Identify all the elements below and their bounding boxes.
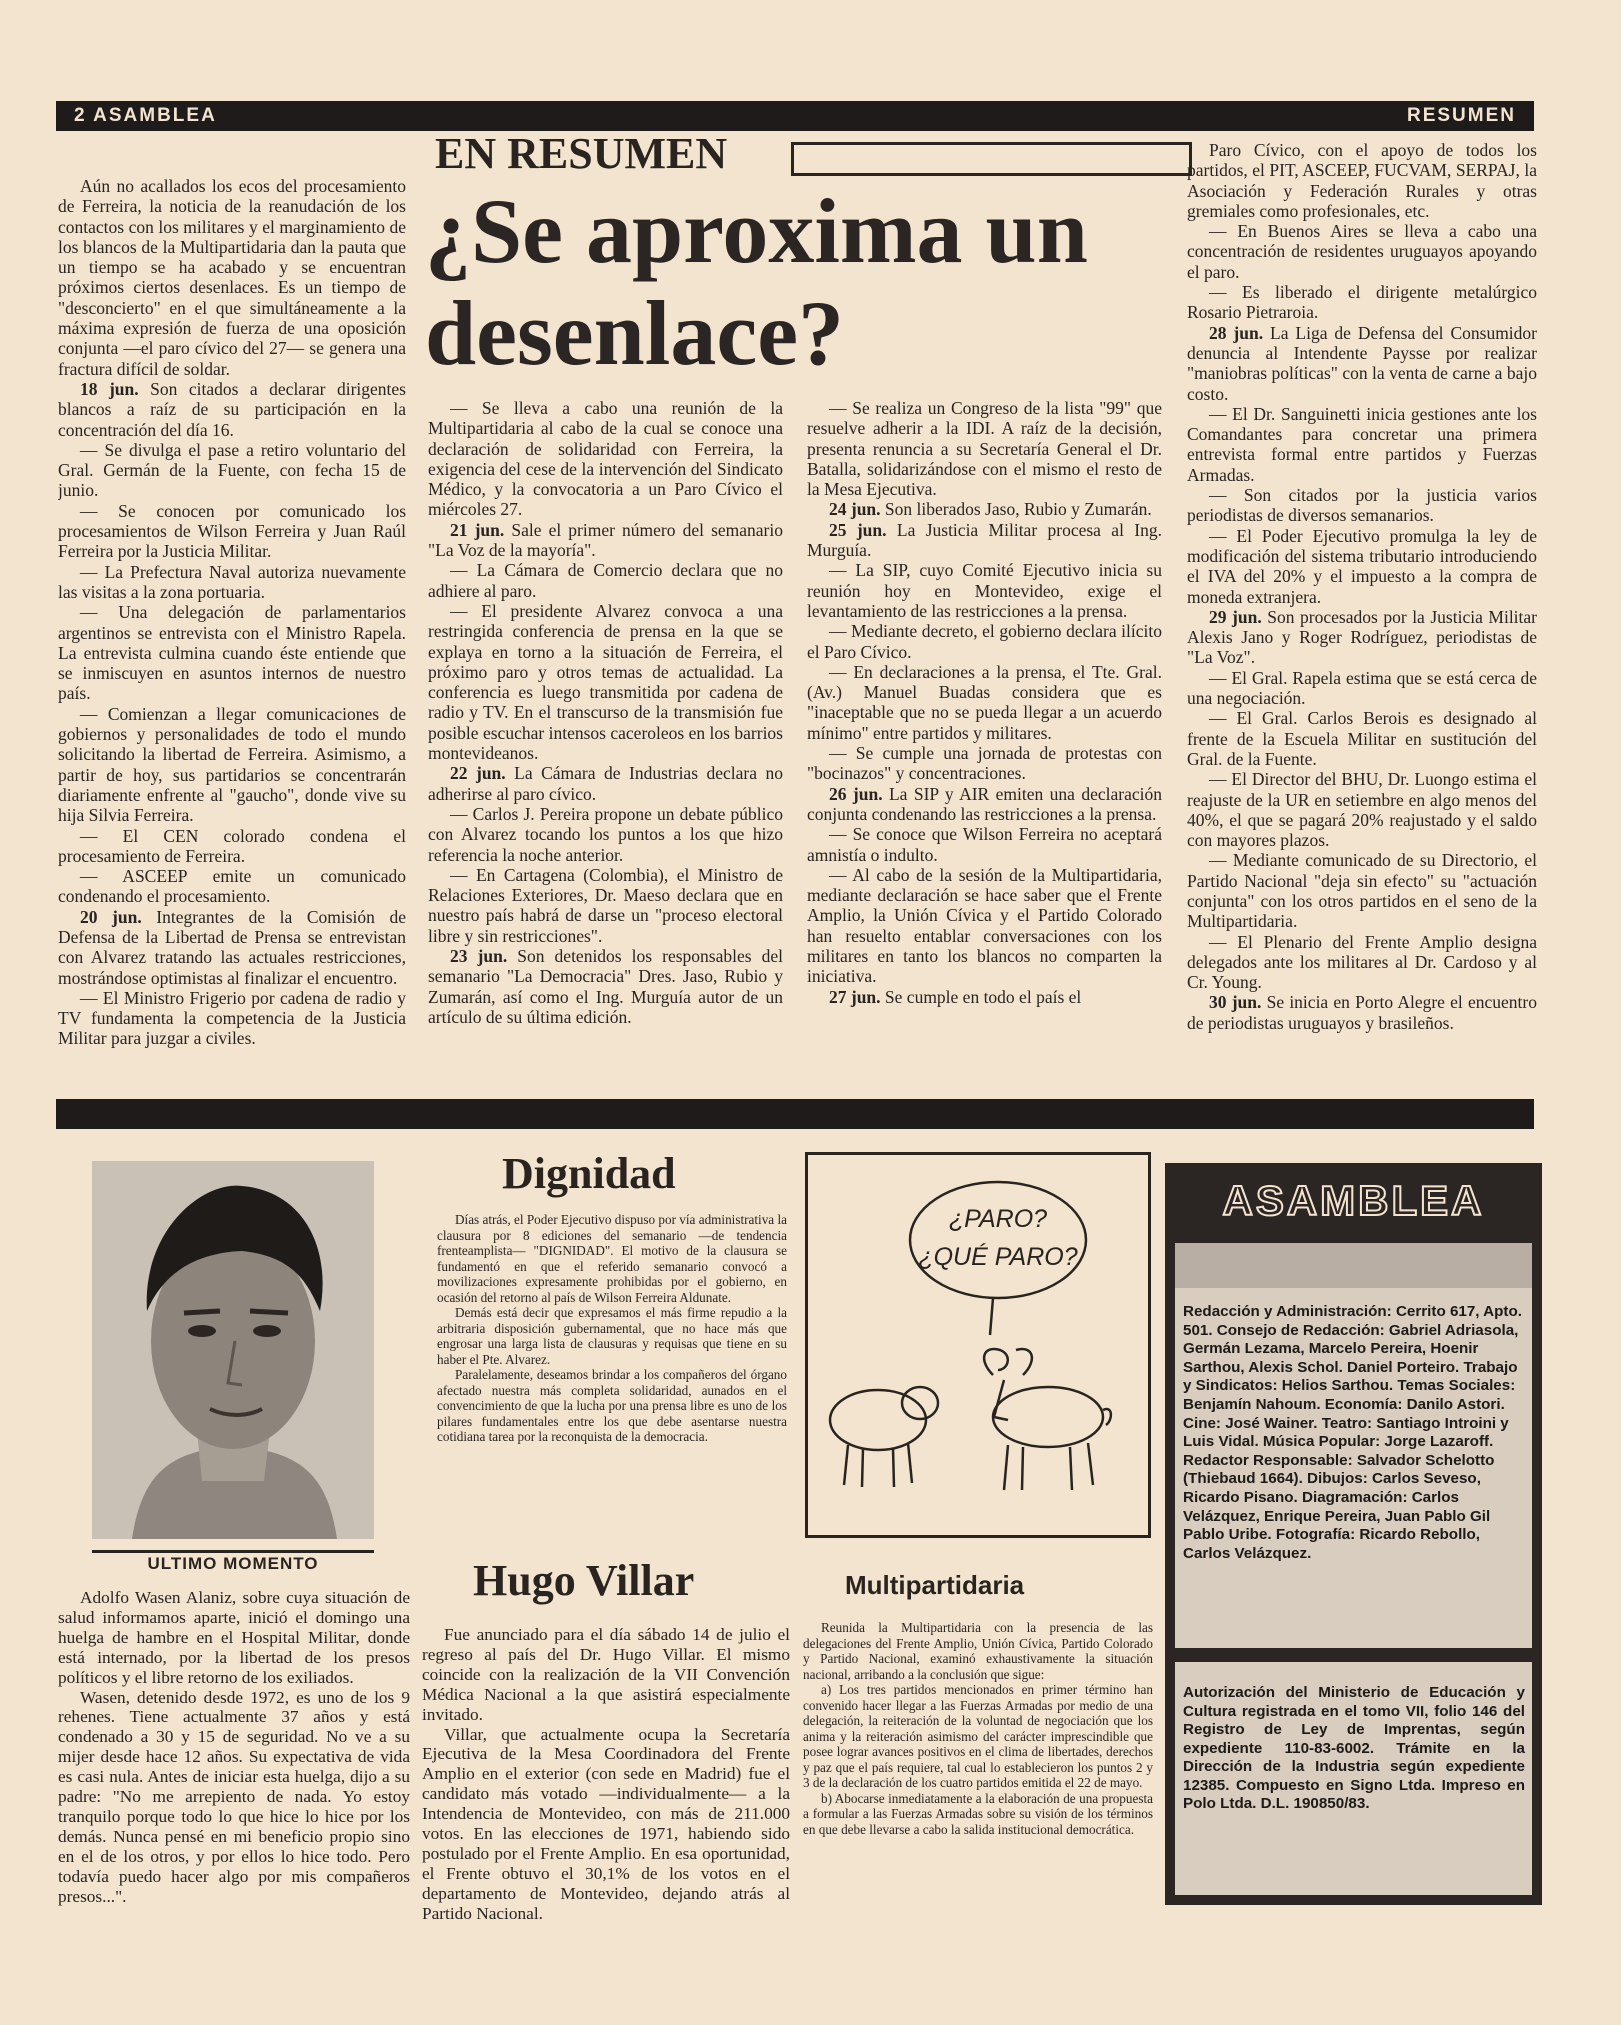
paragraph: — El Plenario del Frente Amplio designa delegados ante los militares al Dr. Cardoso y al Cr. Young. — [1187, 931, 1537, 993]
credits-inner — [1175, 1243, 1532, 1895]
paragraph: 18 jun. Son citados a declarar dirigentes blancos a raíz de su participación en la concentración del día 16. — [58, 378, 406, 440]
villar-text — [422, 1625, 790, 1955]
paragraph: 23 jun. Son detenidos los responsables del semanario "La Democracia" Dres. Jaso, Rubio y Zumarán, así como el Ing. Murguía autor de un artículo de su última edición. — [428, 946, 783, 1027]
villar-title: Hugo Villar — [473, 1556, 695, 1605]
paragraph: — Se conoce que Wilson Ferreira no aceptará amnistía o indulto. — [807, 824, 1162, 865]
paragraph: Días atrás, el Poder Ejecutivo dispuso por vía administrativa la clausura por 8 ediciones del semanario —de tendencia frenteamplista— "DIGNIDAD". El motivo de la clausura se fundamentó en que el referido semanario convocó a movilizaciones expresamente prohibidas por el gobierno, en ocasión del retorno al país de Wilson Ferreira Aldunate. — [437, 1212, 787, 1305]
paragraph: — El Gral. Carlos Berois es designado al frente de la Escuela Militar en sustitución del Gral. de la Fuente. — [1187, 708, 1537, 769]
paragraph: — Comienzan a llegar comunicaciones de gobiernos y personalidades de todo el mundo solicitando la libertad de Ferreira. Asimismo, a partir de hoy, sus partidarios se concentrarán diariamente enfrente al "gaucho", donde vive su hija Silvia Ferreira. — [58, 703, 406, 826]
article-kicker: EN RESUMEN — [435, 129, 728, 178]
paragraph: — El presidente Alvarez convoca a una restringida conferencia de prensa en la que se explaya en torno a la situación de Ferreira, el próximo paro y otros temas de actualidad. La conferencia es luego transmitida por cadena de radio y TV. En el transcurso de la transmisión fue posible escuchar intensos caceroleos en los barrios montevideanos. — [428, 600, 783, 764]
date-label: 22 jun. — [450, 763, 506, 784]
paragraph: 27 jun. Se cumple en todo el país el — [829, 986, 1082, 1007]
dignidad-title: Dignidad — [502, 1149, 676, 1198]
paragraph: — Una delegación de parlamentarios argentinos se entrevista con el Ministro Rapela. La entrevista culmina cuando éste entiende que se inmiscuyen en asuntos internos de nuestro país. — [58, 602, 406, 704]
page-header-bar — [56, 101, 1534, 131]
date-label: 24 jun. — [829, 499, 881, 520]
paragraph: 28 jun. La Liga de Defensa del Consumidor denuncia al Intendente Paysse por realizar "maniobras políticas" con la venta de carne a bajo costo. — [1187, 322, 1537, 404]
date-label: 29 jun. — [1209, 606, 1262, 627]
paragraph: — Se realiza un Congreso de la lista "99" que resuelve adherir a la IDI. A raíz de la decisión, presenta renuncia a su Secretaría General el Dr. Batalla, solidarizándose con el mismo el resto de la Mesa Ejecutiva. — [807, 398, 1162, 500]
article-column-4 — [1187, 140, 1537, 1080]
paragraph: Fue anunciado para el día sábado 14 de julio el regreso al país del Dr. Hugo Villar. El mismo coincide con la realización de la VII Convención Médica Nacional a la que asistirá especialmente invitado. — [422, 1625, 790, 1724]
credits-grey-band — [1175, 1243, 1532, 1288]
date-label: 20 jun. — [80, 906, 142, 927]
dignidad-text — [437, 1212, 787, 1542]
paragraph: 25 jun. La Justicia Militar procesa al Ing. Murguía. — [807, 519, 1162, 561]
date-label: 30 jun. — [1209, 992, 1262, 1013]
article-column-2 — [428, 398, 783, 1078]
article-headline: ¿Se aproxima un desenlace? — [425, 180, 1088, 384]
ultimo-momento-title: ULTIMO MOMENTO — [147, 1554, 319, 1573]
paragraph: — El CEN colorado condena el procesamiento de Ferreira. — [58, 825, 406, 866]
paragraph: 20 jun. Integrantes de la Comisión de Defensa de la Libertad de Prensa se entrevistan con Alvarez tratando las actuales restricciones, mostrándose optimistas al finalizar el encuentro. — [58, 906, 406, 988]
ultimo-momento-text — [58, 1588, 410, 1968]
article-column-3 — [807, 398, 1162, 1078]
paragraph: Demás está decir que expresamos el más firme repudio a la arbitraria disposición gubernamental, que no hace más que engrosar una larga lista de clausuras y requisas que tiene en su haber el Pte. Alvarez. — [437, 1305, 787, 1367]
date-label: 21 jun. — [450, 519, 505, 540]
date-label: 27 jun. — [829, 986, 881, 1007]
paragraph: — En Buenos Aires se lleva a cabo una concentración de residentes uruguayos apoyando el paro. — [1187, 221, 1537, 282]
paragraph: — La Cámara de Comercio declara que no adhiere al paro. — [428, 560, 783, 601]
paragraph: Adolfo Wasen Alaniz, sobre cuya situación de salud informamos aparte, inició el domingo una huelga de hambre en el Hospital Militar, donde está internado, por la libertad de los presos políticos y el libre retorno de los exiliados. — [58, 1588, 410, 1687]
paragraph: — El Director del BHU, Dr. Luongo estima el reajuste de la UR en setiembre en algo menos del 40%, el que se pagará 20% reajustado y el saldo con mayores plazos. — [1187, 769, 1537, 851]
portrait-illustration — [92, 1161, 374, 1539]
paragraph: Aún no acallados los ecos del procesamiento de Ferreira, la noticia de la reanudación de los contactos con los militares y el marginamiento de los blancos de la Multipartidaria dan la pauta que un tiempo se ha acabado y se encuentran próximos ciertos desenlaces. Es un tiempo de "desconcierto" en el que simultáneamente a la máxima expresión de fuerza de una oposición conjunta —el paro cívico del 27— se genera una fractura difícil de soldar. — [58, 176, 406, 379]
paragraph: — Se divulga el pase a retiro voluntario del Gral. Germán de la Fuente, con fecha 15 de junio. — [58, 439, 406, 501]
paragraph: — En Cartagena (Colombia), el Ministro de Relaciones Exteriores, Dr. Maeso declara que en nuestro país habrá de darse un "proceso electoral libre y sin restricciones". — [428, 864, 783, 946]
paragraph: Villar, que actualmente ocupa la Secretaría Ejecutiva de la Mesa Coordinadora del Frente Amplio en el exterior (con sede en Madrid) fue el candidato más votado —individualmente— a la Intendencia de Montevideo, con más de 211.000 votos. En las elecciones de 1971, habiendo sido postulado por el Frente Amplio. En esa oportunidad, el Frente obtuvo el 30,1% de los votos en el departamento de Montevideo, dejando atrás al Partido Nacional. — [422, 1724, 790, 1923]
paragraph: Reunida la Multipartidaria con la presencia de las delegaciones del Frente Amplio, Unión Cívica, Partido Colorado y Partido Nacional, examinó exhaustivamente la situación nacional, arribando a la conclusión que sigue: — [803, 1620, 1153, 1682]
paragraph: — El Dr. Sanguinetti inicia gestiones ante los Comandantes para concretar una primera entrevista formal entre partidos y Fuerzas Armadas. — [1187, 403, 1537, 485]
kicker-box — [791, 142, 1192, 176]
section-divider-bar — [56, 1099, 1534, 1129]
paragraph: — El Poder Ejecutivo promulga la ley de modificación del sistema tributario introduciendo el IVA del 20% y el impuesto a la compra de moneda extranjera. — [1187, 525, 1537, 607]
paragraph: 29 jun. Son procesados por la Justicia Militar Alexis Jano y Roger Rodríguez, periodistas de "La Voz". — [1187, 606, 1537, 668]
paragraph: — El Ministro Frigerio por cadena de radio y TV fundamenta la competencia de la Justicia Militar para juzgar a civiles. — [58, 987, 406, 1049]
paragraph: — Se lleva a cabo una reunión de la Multipartidaria al cabo de la cual se conoce una declaración de solidaridad con Ferreira, la exigencia del cese de la intervención del Sindicato Médico, y la convocatoria a un Paro Cívico el miércoles 27. — [428, 398, 783, 520]
paragraph: Wasen, detenido desde 1972, es uno de los 9 rehenes. Tiene actualmente 37 años y está condenado a 30 y 15 de seguridad. No ve a su mijer desde hace 12 años. Su expectativa de vida es casi nula. Antes de iniciar esta huelga, dijo a su padre: "No me arrepiento de nada. Yo estoy tranquilo porque todo lo que hice lo hice por los demás. Nunca pensé en mi beneficio propio sino en el de los otros, y por ellos lo hice todo. Pero todavía puedo hacer algo por mis compañeros presos...". — [58, 1687, 410, 1906]
cartoon-illustration — [808, 1155, 1148, 1535]
paragraph: b) Abocarse inmediatamente a la elaboración de una propuesta a formular a las Fuerzas Armadas sobre su visión de los términos en que debe llevarse a cabo la salida institucional democrática. — [803, 1790, 1153, 1837]
multipartidaria-text — [803, 1620, 1153, 1950]
paragraph: 30 jun. Se inicia en Porto Alegre el encuentro de periodistas uruguayos y brasileños. — [1187, 992, 1537, 1033]
paragraph: — Son citados por la justicia varios periodistas de diversos semanarios. — [1187, 485, 1537, 526]
ultimo-momento-rule — [92, 1550, 374, 1553]
paragraph: 22 jun. La Cámara de Industrias declara no adherirse al paro cívico. — [428, 763, 783, 804]
credits-text: Redacción y Administración: Cerrito 617, Apto. 501. Consejo de Redacción: Gabriel Adriasola, Germán Lezama, Marcelo Pereira, Hoenir Sarthou, Alexis Schol. Daniel Porteiro. Trabajo y Sindicatos: Helios Sarthou. Temas Sociales: Benjamín Nahoum. Economía: Danilo Astori. Cine: José Wainer. Teatro: Santiago Introini y Luis Vidal. Música Popular: Jorge Lazaroff. Redactor Responsable: Salvador Schelotto (Thiebaud 1664). Dibujos: Carlos Seveso, Ricardo Pisano. Diagramación: Carlos Velázquez, Enrique Pereira, Juan Pablo Gil Pablo Uribe. Fotografía: Ricardo Rebollo, Carlos Velázquez. — [1183, 1303, 1522, 1562]
paragraph: — En declaraciones a la prensa, el Tte. Gral. (Av.) Manuel Buadas considera que es "inaceptable que no se pueda llegar a un acuerdo mínimo" entre partidos y militares. — [807, 661, 1162, 743]
portrait-photo — [92, 1161, 374, 1539]
masthead-credits-box — [1165, 1163, 1542, 1905]
paragraph: — Se cumple una jornada de protestas con "bocinazos" y concentraciones. — [807, 743, 1162, 784]
paragraph: — Carlos J. Pereira propone un debate público con Alvarez tocando los puntos a los que hizo referencia la noche anterior. — [428, 803, 783, 865]
multipartidaria-title: Multipartidaria — [845, 1570, 1025, 1600]
paragraph: Paro Cívico, con el apoyo de todos los partidos, el PIT, ASCEEP, FUCVAM, SERPAJ, la Asociación y Federación Rurales y otras gremiales como profesionales, etc. — [1187, 140, 1537, 221]
paragraph: — ASCEEP emite un comunicado condenando el procesamiento. — [58, 866, 406, 907]
paragraph: — Es liberado el dirigente metalúrgico Rosario Pietraroia. — [1187, 282, 1537, 323]
paragraph: — Al cabo de la sesión de la Multipartidaria, mediante declaración se hace saber que el Frente Amplio, la Unión Cívica y el Partido Colorado han resuelto entablar conversaciones con los militares en tanto los blancos no comparten la iniciativa. — [807, 864, 1162, 987]
cartoon-panel — [805, 1152, 1151, 1538]
date-label: 28 jun. — [1209, 322, 1264, 343]
paragraph: Paralelamente, deseamos brindar a los compañeros del órgano afectado nuestra más completa solidaridad, aunados en el convencimiento de que la lucha por una prensa libre es uno de los pilares fundamentales entre los que debe asentarse nuestra cotidiana tarea por la reconquista de la democracia. — [437, 1367, 787, 1444]
article-column-1 — [58, 176, 406, 1076]
paragraph: — Mediante comunicado de su Directorio, el Partido Nacional "deja sin efecto" su "actuación conjunta" con los otros partidos en el seno de la Multipartidaria. — [1187, 850, 1537, 932]
paragraph: 26 jun. La SIP y AIR emiten una declaración conjunta condenando las restricciones a la prensa. — [807, 783, 1162, 824]
credits-rule — [1175, 1648, 1532, 1662]
date-label: 25 jun. — [829, 519, 887, 540]
paragraph: — Se conocen por comunicado los procesamientos de Wilson Ferreira y Juan Raúl Ferreira por la Justicia Militar. — [58, 500, 406, 562]
date-label: 18 jun. — [80, 378, 139, 399]
paragraph: a) Los tres partidos mencionados en primer término han convenido hacer llegar a las Fuerzas Armadas por medio de una delegación, la reiteración de la voluntad de negociación que los anima y la reiteración asimismo del carácter imprescindible que posee lograr avances positivos en el clima de libertades, derechos y paz que el país requiere, tal cual lo establecieron los puntos 2 y 3 de la declaración de los cuatro partidos emitida el 22 de mayo. — [803, 1682, 1153, 1790]
authorization-text: Autorización del Ministerio de Educación y Cultura registrada en el tomo VII, folio 146 del Registro de Ley de Imprentas, según expediente 110-83-6002. Trámite en la Dirección de la Industria según expediente 12385. Compuesto en Signo Ltda. Impreso en Polo Ltda. D.L. 190850/83. — [1183, 1684, 1525, 1812]
date-label: 26 jun. — [829, 783, 883, 804]
paragraph: 21 jun. Sale el primer número del semanario "La Voz de la mayoría". — [428, 519, 783, 561]
date-label: 23 jun. — [450, 946, 508, 967]
cartoon-line-2: ¿QUÉ PARO? — [918, 1243, 1078, 1271]
page-number-label: 2 ASAMBLEA — [74, 105, 217, 126]
cartoon-line-1: ¿PARO? — [948, 1205, 1048, 1233]
paragraph: — Mediante decreto, el gobierno declara ilícito el Paro Cívico. — [807, 621, 1162, 662]
paragraph: — El Gral. Rapela estima que se está cerca de una negociación. — [1187, 667, 1537, 709]
paragraph: — La Prefectura Naval autoriza nuevamente las visitas a la zona portuaria. — [58, 561, 406, 602]
paragraph: 24 jun. Son liberados Jaso, Rubio y Zumarán. — [829, 499, 1152, 520]
section-label: RESUMEN — [1406, 105, 1516, 126]
asamblea-logo: ASAMBLEA — [1222, 1177, 1485, 1224]
paragraph: — La SIP, cuyo Comité Ejecutivo inicia su reunión hoy en Montevideo, exige el levantamiento de las restricciones a la prensa. — [807, 560, 1162, 621]
